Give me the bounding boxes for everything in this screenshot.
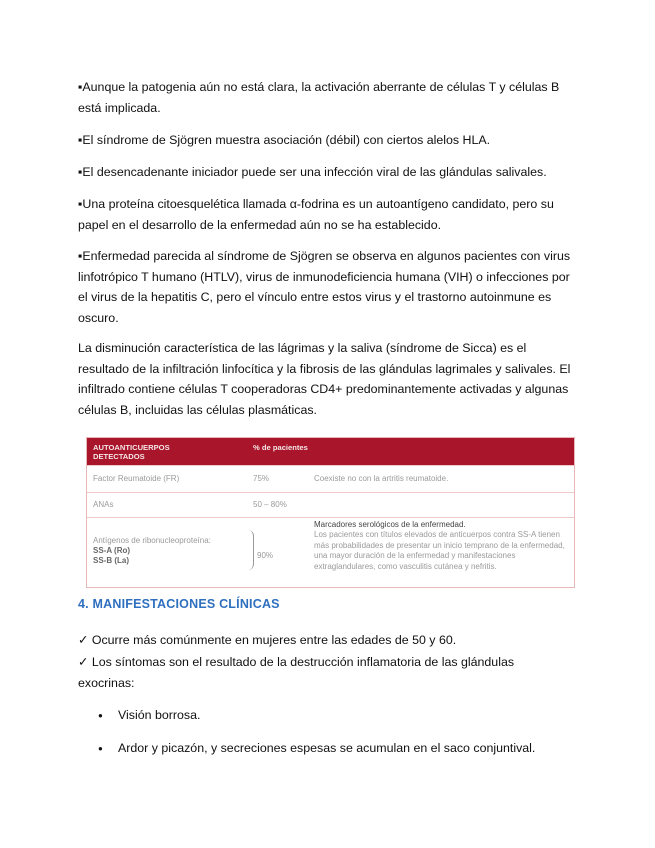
paragraph-sicca: La disminución característica de las lágrimas y la saliva (síndrome de Sicca) es el resultado de la infiltración linfocítica y la fibrosis de las glándulas lagrimales y salivales. El infiltrado contiene células T cooperadoras CD4+ predominantemente activadas y algunas células B, incluidas las células plasmáticas. (78, 341, 571, 417)
paragraph-pathogenesis: ▪Aunque la patogenia aún no está clara, la activación aberrante de células T y células B está implicada. (78, 80, 560, 115)
bullet-icon: ● (98, 744, 103, 753)
autoantibodies-table (86, 437, 575, 588)
section-heading: 4. MANIFESTACIONES CLÍNICAS (78, 597, 280, 611)
row-sub-ssa: SS-A (Ro) (93, 546, 131, 555)
row-note-title: Marcadores serológicos de la enfermedad. (314, 520, 466, 529)
bullet-item-burning: Ardor y picazón, y secreciones espesas se acumulan en el saco conjuntival. (118, 741, 536, 755)
bullet-icon: ● (98, 711, 103, 720)
table-row (87, 517, 574, 587)
header-autoantibodies: AUTOANTICUERPOS DETECTADOS (93, 443, 170, 461)
paragraph-fodrin: ▪Una proteína citoesquelética llamada α-fodrina es un autoantígeno candidato, pero su papel en el desarrollo de la enfermedad aún no se ha establecido. (78, 197, 554, 232)
row-sub-ssb: SS-B (La) (93, 556, 129, 565)
row-percent: 50 – 80% (253, 500, 287, 509)
paragraph-viral-trigger: ▪El desencadenante iniciador puede ser una infección viral de las glándulas salivales. (78, 165, 547, 179)
row-percent: 90% (257, 551, 274, 560)
brace-divider (247, 530, 254, 570)
check-item-age: ✓ Ocurre más comúnmente en mujeres entre las edades de 50 y 60. (78, 633, 457, 647)
row-note-body: Los pacientes con títulos elevados de anticuerpos contra SS-A tienen más probabilidades de presentar un inicio temprano de la enfermedad, una mayor duración de la enfermedad y manifestaciones extraglandulares, como vasculitis cutánea y nefritis. (314, 530, 565, 571)
paragraph-hla: ▪El síndrome de Sjögren muestra asociación (débil) con ciertos alelos HLA. (78, 133, 491, 147)
row-name: Antígenos de ribonucleoproteína: (93, 536, 211, 545)
bullet-item-blurred-vision: Visión borrosa. (118, 708, 201, 722)
table-header (87, 438, 574, 465)
header-percent: % de pacientes (253, 443, 308, 452)
table-row (87, 465, 574, 493)
paragraph-viruses: ▪Enfermedad parecida al síndrome de Sjögren se observa en algunos pacientes con virus linfotrópico T humano (HTLV), virus de inmunodeficiencia humana (VIH) o infecciones por el virus de la hepatitis C, pero el vínculo entre estos virus y el trastorno autoinmune es oscuro. (78, 249, 571, 325)
row-note: Coexiste no con la artritis reumatoide. (314, 474, 449, 483)
table-row (87, 492, 574, 518)
row-percent: 75% (253, 474, 270, 483)
row-name: Factor Reumatoide (FR) (93, 474, 180, 483)
check-item-symptoms: ✓ Los síntomas son el resultado de la destrucción inflamatoria de las glándulas exocrinas: (78, 655, 515, 690)
row-name: ANAs (93, 500, 114, 509)
